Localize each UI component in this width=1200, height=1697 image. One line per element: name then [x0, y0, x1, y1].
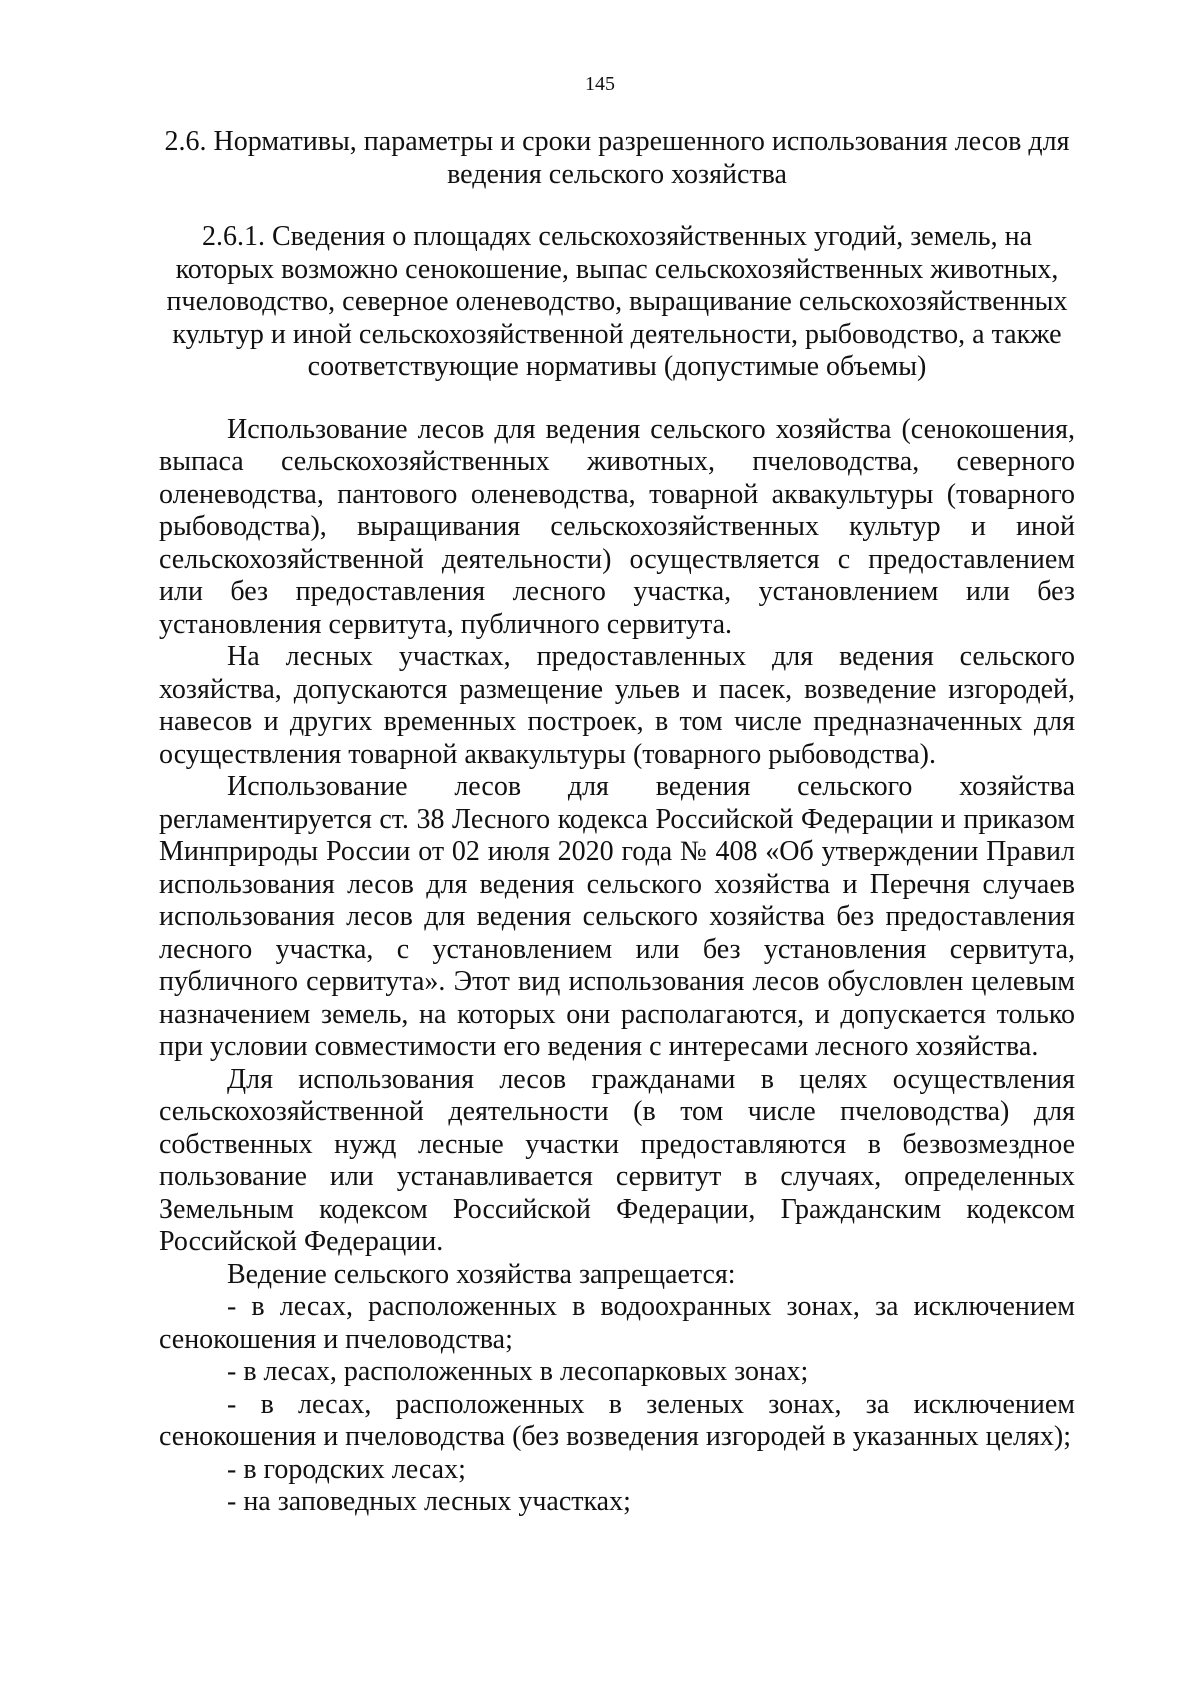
paragraph-permitted-structures: На лесных участках, предоставленных для ведения сельского хозяйства, допускаются размещение ульев и пасек, возведение изгородей, навесов и других временных построек, в том числе предназначенных для осуществления товарной аквакультуры (товарного рыбоводства). — [159, 641, 1075, 770]
list-item: - в лесах, расположенных в зеленых зонах, за исключением сенокошения и пчеловодства (без возведения изгородей в указанных целях); — [159, 1388, 1075, 1452]
page-number: 145 — [585, 73, 615, 95]
list-item: - в лесах, расположенных в водоохранных зонах, за исключением сенокошения и пчеловодства; — [159, 1291, 1075, 1355]
section-title: 2.6. Нормативы, параметры и сроки разрешенного использования лесов для ведения сельского хозяйства — [164, 126, 1070, 190]
subsection-title: 2.6.1. Сведения о площадях сельскохозяйственных угодий, земель, на которых возможно сенокошение, выпас сельскохозяйственных животных, пчеловодство, северное оленеводство, выращивание сельскохозяйственных культур и иной сельскохозяйственной деятельности, рыбоводство, а также соответствующие нормативы (допустимые объемы) — [166, 221, 1068, 382]
page-content — [159, 126, 1075, 1519]
list-item: - на заповедных лесных участках; — [227, 1486, 631, 1517]
list-item: - в лесах, расположенных в лесопарковых зонах; — [227, 1356, 809, 1387]
paragraph-citizens-use: Для использования лесов гражданами в целях осуществления сельскохозяйственной деятельности (в том числе пчеловодства) для собственных нужд лесные участки предоставляются в безвозмездное пользование или устанавливается сервитут в случаях, определенных Земельным кодексом Российской Федерации, Гражданским кодексом Российской Федерации. — [159, 1063, 1075, 1257]
body-text — [159, 414, 1075, 1519]
paragraph-forest-use: Использование лесов для ведения сельского хозяйства (сенокошения, выпаса сельскохозяйственных животных, пчеловодства, северного оленеводства, пантового оленеводства, товарной аквакультуры (товарного рыбоводства), выращивания сельскохозяйственных культур и иной сельскохозяйственной деятельности) осуществляется с предоставлением или без предоставления лесного участка, установлением или без установления сервитута, публичного сервитута. — [159, 413, 1075, 640]
prohibited-list — [159, 1291, 1075, 1519]
paragraph-prohibition-intro: Ведение сельского хозяйства запрещается: — [227, 1258, 736, 1290]
list-item: - в городских лесах; — [227, 1453, 466, 1485]
paragraph-regulation: Использование лесов для ведения сельского хозяйства регламентируется ст. 38 Лесного кодекса Российской Федерации и приказом Минприроды России от 02 июля 2020 года № 408 «Об утверждении Правил использования лесов для ведения сельского хозяйства и Перечня случаев использования лесов для ведения сельского хозяйства без предоставления лесного участка, с установлением или без установления сервитута, публичного сервитута». Этот вид использования лесов обусловлен целевым назначением земель, на которых они располагаются, и допускается только при условии совместимости его ведения с интересами лесного хозяйства. — [159, 771, 1075, 1062]
